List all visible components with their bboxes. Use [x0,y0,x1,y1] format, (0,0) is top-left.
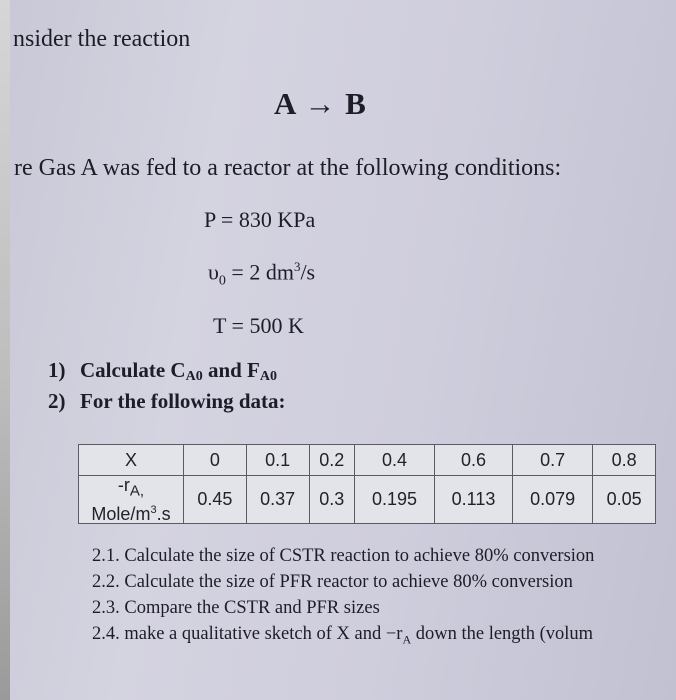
intro-text: nsider the reaction [13,26,191,52]
question-1-number: 1) [48,358,66,382]
part-2-4-sub: A [402,632,412,647]
table-cell: 0.8 [593,445,656,476]
table-cell: 0.4 [354,445,434,476]
flow-symbol: υ [208,259,219,285]
table-cell: 0.113 [435,476,513,524]
table-cell: 0.1 [246,445,309,476]
temperature-condition: T = 500 K [213,313,304,338]
question-2 [48,389,286,414]
rate-header-unit-end: .s [156,503,171,524]
table-cell: 0.195 [354,476,434,524]
reaction-equation: A → B [274,86,367,121]
rate-data-table [78,444,656,524]
rate-header [79,476,184,524]
table-cell: 0.3 [309,476,354,524]
question-1 [48,358,277,385]
flow-mid: = 2 dm [225,259,294,285]
flow-sup: 3 [293,259,301,274]
table-cell: 0 [184,445,247,476]
question-1-sub-1: A0 [185,369,203,384]
table-cell: 0.05 [593,476,656,524]
flow-rate-condition [208,259,315,290]
rate-header-symbol: -r [117,475,130,495]
question-1-sub-2: A0 [259,369,278,384]
part-2-4-text-a: 2.4. make a qualitative sketch of X and −r [92,624,403,644]
table-cell: 0.37 [246,476,309,524]
question-2-number: 2) [48,389,66,413]
table-cell: 0.6 [435,445,513,476]
rate-row [79,476,656,524]
rate-header-sup: 3 [150,503,157,516]
part-2-4-text-b: down the length (volum [411,624,594,644]
feed-conditions-text: re Gas A was fed to a reactor at the following conditions: [14,155,562,181]
flow-sub: 0 [218,273,226,289]
table-cell: 0.7 [512,445,592,476]
table-cell: 0.2 [309,445,354,476]
part-2-4 [92,624,594,650]
question-1-text-a: Calculate C [80,358,186,382]
table-cell: 0.45 [184,476,247,524]
part-2-3: 2.3. Compare the CSTR and PFR sizes [92,598,380,618]
pressure-condition: P = 830 KPa [204,207,316,232]
rate-header-unit: Mole/m [91,503,151,524]
part-2-2: 2.2. Calculate the size of PFR reactor to achieve 80% conversion [92,572,573,592]
question-2-text: For the following data: [80,389,286,413]
conversion-row [79,445,656,476]
page-left-edge [0,0,10,700]
part-2-1: 2.1. Calculate the size of CSTR reaction to achieve 80% conversion [92,546,595,566]
flow-end: /s [300,259,316,285]
x-header: X [79,445,184,476]
rate-header-sub: A, [129,482,145,500]
question-1-text-b: and F [202,358,260,382]
table-cell: 0.079 [512,476,592,524]
sub-questions [92,546,594,650]
